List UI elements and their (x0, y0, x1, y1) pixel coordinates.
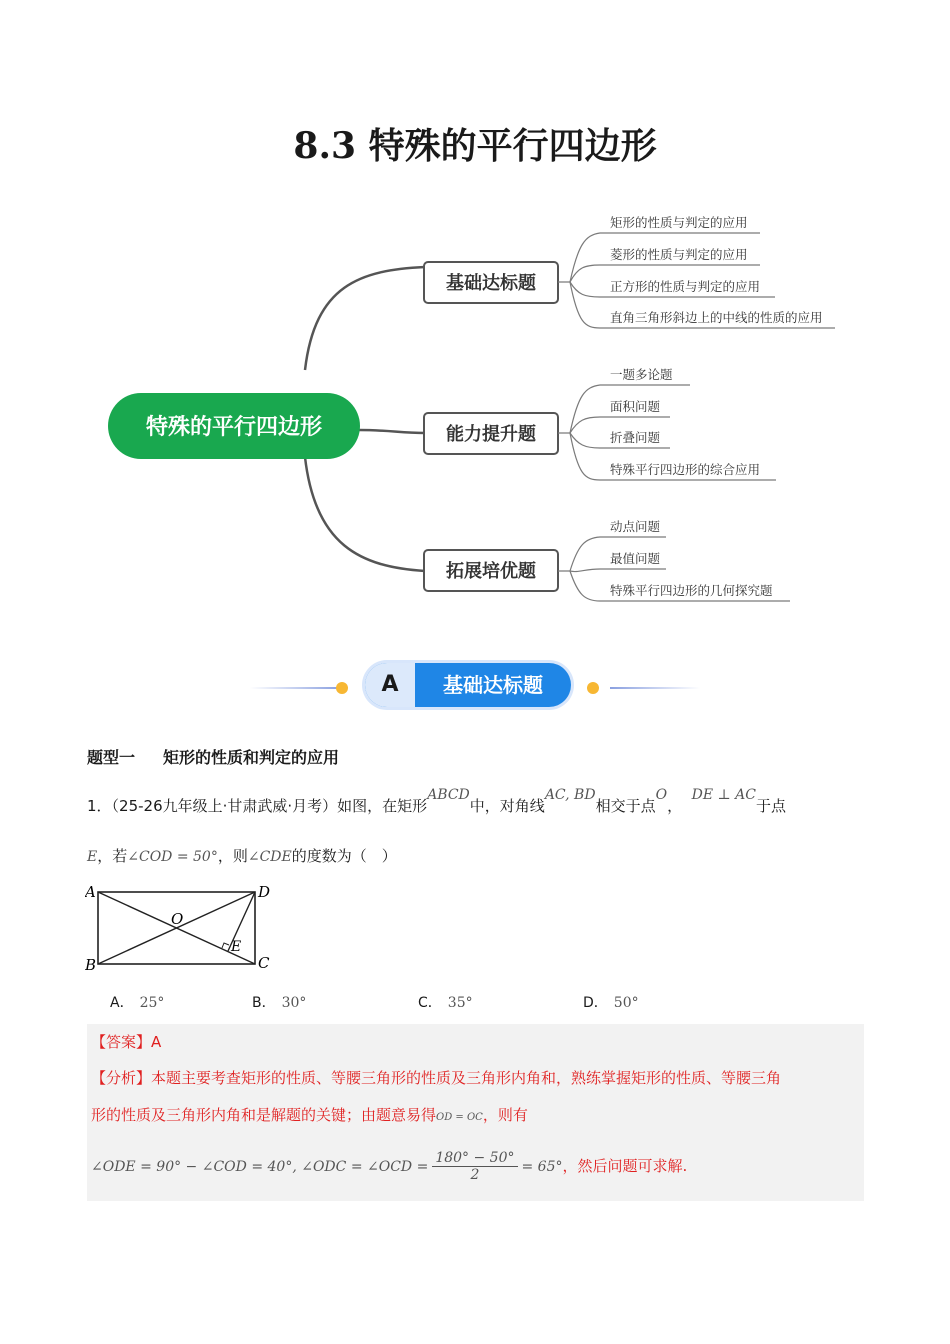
analysis-line-2 (91, 1104, 528, 1125)
mindmap-leaf: 正方形的性质与判定的应用 (610, 279, 761, 294)
vertex-label-b: B (85, 956, 97, 972)
option-letter: C． (418, 995, 442, 1011)
math-expression: ∠COD = 50° (127, 849, 218, 865)
page-title: 8.3 特殊的平行四边形 (293, 125, 657, 167)
mindmap-category-label: 能力提升题 (446, 424, 536, 445)
banner-divider (610, 687, 700, 689)
vertex-label-d: D (258, 883, 271, 901)
option-c[interactable] (418, 992, 473, 1012)
mindmap-leaf: 动点问题 (610, 519, 661, 534)
vertex-label-c: C (258, 954, 270, 972)
option-value: 30° (281, 995, 307, 1011)
question-line-2 (87, 845, 397, 866)
mindmap-leaf: 折叠问题 (610, 430, 661, 445)
option-letter: B． (252, 995, 276, 1011)
analysis-equation (91, 1150, 687, 1183)
question-type-number: 题型一 (87, 748, 136, 767)
option-a[interactable] (110, 992, 164, 1012)
option-b[interactable] (252, 992, 306, 1012)
question-text: 于点 (755, 797, 786, 815)
vertex-label-a: A (85, 883, 96, 901)
equation-right: = 65° (521, 1159, 563, 1175)
analysis-tag: 【分析】 (91, 1069, 152, 1087)
equation-left: ∠ODE = 90° − ∠COD = 40°, ∠ODC = ∠OCD = (91, 1159, 429, 1175)
option-d[interactable] (583, 992, 639, 1012)
leaf-connector (570, 569, 666, 572)
mindmap-connector (305, 267, 425, 370)
question-type-title: 矩形的性质和判定的应用 (163, 748, 340, 767)
mindmap-category-label: 基础达标题 (446, 273, 536, 294)
mindmap-leaf: 特殊平行四边形的综合应用 (610, 462, 761, 477)
analysis-line-1 (91, 1067, 781, 1088)
analysis-text: 形的性质及三角形内角和是解题的关键；由题意易得 (91, 1106, 437, 1124)
mindmap-leaf: 最值问题 (610, 551, 661, 566)
answer-value: A (151, 1033, 162, 1051)
mindmap-leaf: 直角三角形斜边上的中线的性质的应用 (610, 310, 823, 325)
math-expression: AC, BD (544, 787, 596, 803)
right-angle-mark (222, 943, 229, 948)
point-label-o: O (171, 910, 184, 928)
question-source: （25-26九年级上·甘肃武威·月考） (111, 797, 338, 815)
mindmap-connector (305, 457, 425, 571)
banner-dot (336, 682, 348, 694)
option-value: 35° (447, 995, 473, 1011)
question-text: ，若 (97, 847, 128, 865)
banner-divider (250, 687, 340, 689)
fraction-numerator: 180° − 50° (432, 1150, 517, 1167)
fraction-denominator: 2 (470, 1167, 480, 1183)
mindmap-center-label: 特殊的平行四边形 (145, 415, 323, 440)
section-banner (250, 660, 700, 712)
question-text: 如图，在矩形 (337, 797, 428, 815)
mindmap-leaf: 面积问题 (610, 399, 661, 414)
math-expression: OD = OC (436, 1112, 483, 1123)
banner-dot (587, 682, 599, 694)
analysis-text: ，则有 (482, 1106, 528, 1124)
mindmap-leaf: 矩形的性质与判定的应用 (610, 215, 748, 230)
analysis-text: 本题主要考查矩形的性质、等腰三角形的性质及三角形内角和，熟练掌握矩形的性质、等腰三角 (151, 1069, 782, 1087)
question-text: ，则 (217, 847, 248, 865)
equation-tail: ，然后问题可求解. (562, 1157, 688, 1175)
question-text: 中，对角线 (469, 797, 545, 815)
option-letter: A． (110, 995, 134, 1011)
section-heading (87, 745, 339, 768)
option-letter: D． (583, 995, 608, 1011)
option-value: 25° (139, 995, 165, 1011)
mindmap-connector (358, 430, 425, 433)
math-expression: ABCD (427, 787, 470, 803)
answer-panel (87, 1024, 864, 1201)
mindmap-leaf: 菱形的性质与判定的应用 (610, 247, 748, 262)
option-value: 50° (613, 995, 639, 1011)
mind-map (100, 195, 860, 615)
math-expression: ∠CDE (247, 849, 292, 865)
math-expression: DE ⊥ AC (691, 787, 756, 803)
question-text: 的度数为（ ） (291, 847, 397, 865)
mindmap-leaf: 特殊平行四边形的几何探究题 (610, 583, 773, 598)
question-number: 1． (87, 797, 112, 815)
answer-tag: 【答案】 (91, 1033, 152, 1051)
banner-pill (365, 663, 571, 707)
math-expression: E (87, 849, 98, 865)
question-text: 相交于点 (595, 797, 656, 815)
point-label-e: E (231, 939, 242, 955)
question-line-1 (87, 787, 786, 816)
rectangle-figure (85, 880, 285, 972)
equation-fraction (432, 1150, 517, 1183)
answer-line (91, 1031, 161, 1052)
mindmap-leaf: 一题多论题 (610, 367, 673, 382)
math-expression: O (655, 787, 668, 803)
banner-letter: A (365, 663, 415, 707)
mindmap-category-label: 拓展培优题 (446, 561, 536, 582)
banner-label: 基础达标题 (443, 673, 543, 697)
question-text: ， (667, 797, 683, 815)
